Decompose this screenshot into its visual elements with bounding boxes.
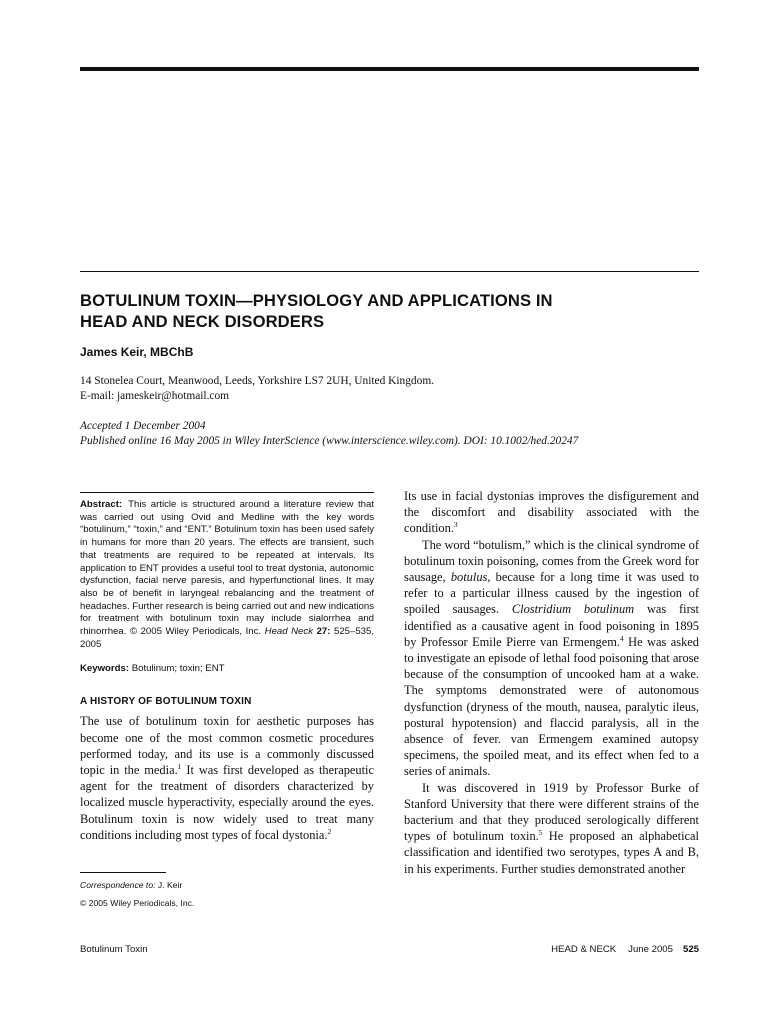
- title-rule: [80, 271, 699, 272]
- abstract-journal: Head Neck: [264, 626, 313, 638]
- paragraph-text: , because for a long time it was used to refer to a particular illness caused by the ingestion of spoiled sausages.: [404, 570, 699, 617]
- title-line-1: BOTULINUM TOXIN—PHYSIOLOGY AND APPLICATIONS IN: [80, 291, 553, 310]
- correspondence: [80, 880, 182, 890]
- page-number: 525: [682, 944, 699, 955]
- published-info: Published online 16 May 2005 in Wiley InterScience (www.interscience.wiley.com). DOI: 10.1002/hed.20247: [80, 434, 579, 447]
- right-column: [404, 488, 699, 877]
- abstract-pages: 525–535, 2005: [80, 626, 375, 650]
- abstract-text: This article is structured around a literature review that was carried out using Ovid and Medline with the key words “botulinum,” “toxin,” and “ENT.” Botulinum toxin has been used safely in humans for more than 20 years. The effects are transient, such that treatments are required to be repeated at intervals. Its application to ENT provides a useful tool to treat dystonia, autonomic dysfunction, facial nerve paresis, and hyperfunctional lines. It may also be of benefit in laryngeal rebalancing and the treatment of headaches. Further research is being carried out and new indications for treatment with botulinum toxin may include sialorrhea and rhinorrhea. © 2005 Wiley Periodicals, Inc.: [80, 499, 374, 638]
- reference-1: 1: [177, 761, 182, 771]
- paragraph-text: It was first developed as therapeutic agent for the treatment of disorders characterized by localized muscle hyperactivity, especially around the eyes. Botulinum toxin is now widely used to treat many conditions including most types of focal dystonia.: [80, 763, 374, 842]
- address: 14 Stonelea Court, Meanwood, Leeds, Yorkshire LS7 2UH, United Kingdom.: [80, 375, 435, 387]
- left-column: [80, 492, 374, 843]
- abstract-volume: 27:: [316, 626, 331, 638]
- email: E-mail: jameskeir@hotmail.com: [80, 389, 230, 402]
- keywords: [80, 663, 374, 674]
- footnote-rule: [80, 872, 166, 873]
- running-title: Botulinum Toxin: [80, 944, 148, 955]
- reference-2: 2: [327, 826, 332, 836]
- accepted-date: Accepted 1 December 2004: [80, 420, 206, 432]
- body-paragraph: [80, 713, 374, 843]
- italic-term: botulus: [450, 570, 488, 585]
- body-paragraph: [404, 537, 699, 780]
- italic-term: Clostridium botulinum: [511, 602, 635, 617]
- abstract-rule: [80, 492, 374, 493]
- paragraph-text: The use of botulinum toxin for aesthetic purposes has become one of the most common cosmetic procedures performed today, and its use is a commonly discussed topic in the media.: [80, 714, 374, 778]
- abstract-label: Abstract:: [80, 499, 123, 510]
- paragraph-text: was first identified as a causative agent in food poisoning in 1895 by Professor Emile Pierre van Ermengem.: [404, 602, 699, 649]
- footer-journal: HEAD & NECK: [551, 944, 617, 955]
- paragraph-text: He was asked to investigate an episode of lethal food poisoning that arose because of the consumption of uncooked ham at a wake. The symptoms demonstrated were of autonomous dysfunction (dryness of the mouth, nausea, paralytic ileus, postural hypotension) and flaccid paralysis, all in the absence of fever. van Ermengem examined autopsy specimens, the spoiled meat, and its effect when fed to a series of animals.: [404, 634, 699, 779]
- reference-3: 3: [453, 520, 458, 530]
- copyright: © 2005 Wiley Periodicals, Inc.: [80, 898, 195, 908]
- reference-5: 5: [538, 828, 543, 838]
- title-line-2: HEAD AND NECK DISORDERS: [80, 312, 325, 331]
- publication-dates: [80, 419, 578, 448]
- paragraph-text: He proposed an alphabetical classification and identified two serotypes, types A and B, in his experiments. Further studies demonstrated another: [404, 829, 700, 876]
- reference-4: 4: [619, 633, 624, 643]
- author-name: James Keir, MBChB: [80, 345, 194, 359]
- journal-footer: [551, 944, 699, 955]
- body-paragraph: [404, 780, 699, 877]
- top-rule: [80, 67, 699, 71]
- section-heading: A HISTORY OF BOTULINUM TOXIN: [80, 696, 252, 708]
- keywords-label: Keywords:: [80, 663, 130, 675]
- footer-date: June 2005: [628, 944, 673, 955]
- keywords-text: Botulinum; toxin; ENT: [131, 663, 225, 675]
- correspondence-label: Correspondence to:: [80, 880, 156, 890]
- article-title: [80, 290, 700, 332]
- abstract: [80, 499, 374, 651]
- body-paragraph: [404, 488, 699, 537]
- correspondence-name: J. Keir: [157, 880, 183, 890]
- paragraph-text: It was discovered in 1919 by Professor Burke of Stanford University that there were different strains of the bacterium and that they produced serologically different types of botulinum toxin.: [404, 780, 699, 844]
- paragraph-text: Its use in facial dystonias improves the disfigurement and the discomfort and disability associated with the condition.: [404, 489, 699, 536]
- affiliation: [80, 374, 434, 403]
- paragraph-text: The word “botulism,” which is the clinical syndrome of botulinum toxin poisoning, comes from the Greek word for sausage,: [404, 537, 699, 585]
